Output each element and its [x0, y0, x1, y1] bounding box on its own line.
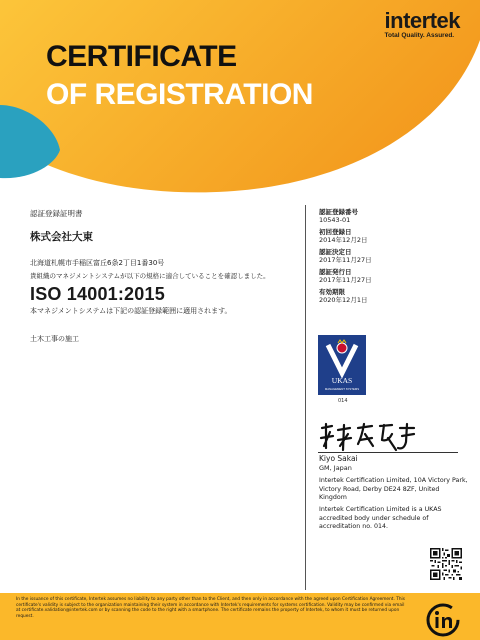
ukas-accreditation-mark — [318, 335, 366, 395]
issuer-address: Intertek Certification Limited, 10A Victory Park, Victory Road, Derby DE24 8ZF, United Kingdom — [319, 477, 468, 501]
issuer-accreditation: Intertek Certification Limited is a UKAS accredited body under schedule of accreditation no. 014. — [319, 506, 442, 530]
intertek-logo — [385, 8, 460, 39]
company-name: 株式会社大東 — [30, 231, 93, 243]
ukas-number: 014 — [338, 398, 348, 404]
detail-value: 2017年11月27日 — [319, 256, 372, 264]
detail-value: 2017年11月27日 — [319, 276, 372, 284]
detail-value: 2020年12月1日 — [319, 296, 368, 304]
detail-value: 10543-01 — [319, 216, 351, 224]
scope: 土木工事の施工 — [30, 335, 79, 343]
brand-name: intertek — [384, 8, 460, 33]
signature — [318, 420, 418, 454]
footer-disclaimer: In the issuance of this certificate, Intertek assumes no liability to any party other than to the Client, and then only in accordance with the agreed upon Certification Agreement. This certificate's validity is subject to the organization maintaining their system in accordance with Intertek's requirements for systems certification. Validity may be confirmed via email at certificate.validation@intertek.com or by scanning the code to the right with a smartphone. The certificate remains the property of Intertek, to whom it must be returned upon request. — [16, 597, 405, 619]
detail-item — [319, 248, 469, 264]
title-line-2: OF REGISTRATION — [46, 78, 313, 111]
brand-tagline: Total Quality. Assured. — [384, 32, 455, 39]
standard: ISO 14001:2015 — [30, 284, 165, 304]
signature-line — [318, 452, 458, 453]
footer — [0, 593, 480, 640]
signatory-role: GM, Japan — [319, 464, 352, 472]
detail-label: 認証決定日 — [319, 248, 352, 256]
company-address: 北海道札幌市手稲区富丘6条2丁目1番30号 — [30, 259, 165, 267]
detail-item — [319, 228, 469, 244]
scope-note: 本マネジメントシステムは下記の認証登録範囲に適用されます。 — [30, 307, 232, 315]
detail-label: 認証登録番号 — [319, 208, 358, 216]
detail-item — [319, 288, 469, 304]
detail-label: 認証発行日 — [319, 268, 352, 276]
confirmation-text: 貴組織のマネジメントシステムが以下の規格に適合していることを確認しました。 — [30, 272, 270, 280]
title-line-1: CERTIFICATE — [46, 40, 237, 73]
signatory — [319, 454, 469, 472]
certificate-details — [319, 208, 469, 304]
ukas-text: UKAS — [331, 376, 353, 385]
detail-label: 初回登録日 — [319, 228, 352, 236]
divider — [305, 205, 306, 590]
detail-item — [319, 208, 469, 224]
signatory-name: Kiyo Sakai — [319, 454, 358, 463]
ukas-subtext: MANAGEMENT SYSTEMS — [324, 387, 360, 391]
detail-value: 2014年12月2日 — [319, 236, 368, 244]
detail-item — [319, 268, 469, 284]
detail-label: 有効期限 — [319, 288, 345, 296]
intertek-in-icon — [425, 602, 461, 638]
certificate-body — [30, 208, 300, 344]
certificate-label: 認証登録証明書 — [30, 209, 83, 218]
qr-code-icon[interactable] — [430, 548, 462, 580]
